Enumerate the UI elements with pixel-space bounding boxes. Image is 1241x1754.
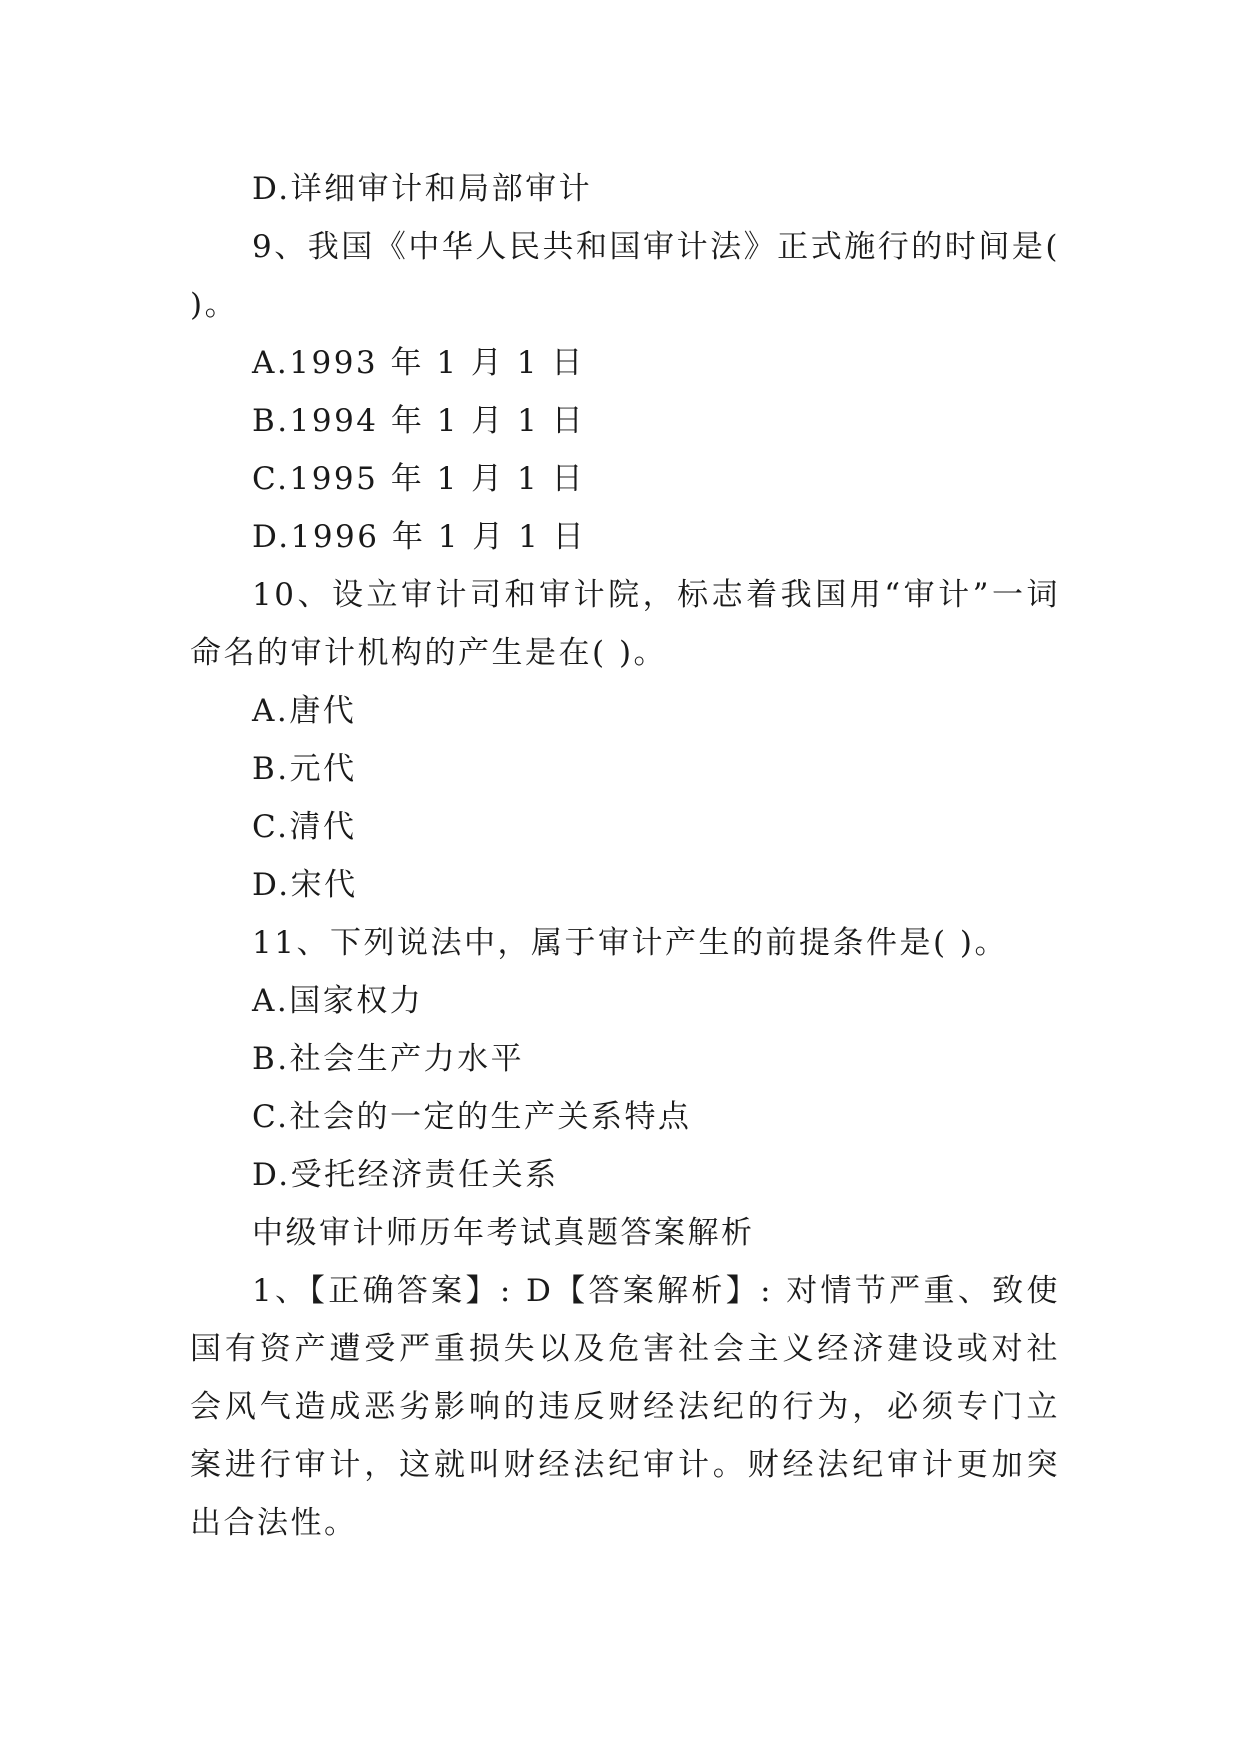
option-d-q9: D.1996 年 1 月 1 日: [252, 519, 587, 555]
document-body: [190, 160, 1073, 1552]
option-d-q8: D.详细审计和局部审计: [252, 171, 593, 207]
option-d-q11: D.受托经济责任关系: [252, 1157, 559, 1193]
option-a-q11: A.国家权力: [252, 983, 424, 1019]
option-d-q10: D.宋代: [252, 867, 358, 903]
question-11: 11、下列说法中，属于审计产生的前提条件是( )。: [252, 925, 1008, 961]
section-heading-answers: 中级审计师历年考试真题答案解析: [252, 1215, 755, 1251]
option-c-q9: C.1995 年 1 月 1 日: [252, 461, 586, 497]
option-c-q11: C.社会的一定的生产关系特点: [252, 1099, 692, 1135]
question-10: 10、设立审计司和审计院，标志着我国用“审计”一词命名的审计机构的产生是在( )。: [190, 577, 1060, 671]
option-b-q10: B.元代: [252, 751, 357, 787]
question-9: 9、我国《中华人民共和国审计法》正式施行的时间是( )。: [190, 229, 1073, 323]
option-a-q9: A.1993 年 1 月 1 日: [252, 345, 585, 381]
answer-1: 1、【正确答案】: D【答案解析】: 对情节严重、致使国有资产遭受严重损失以及危害社会主义经济建设或对社会风气造成恶劣影响的违反财经法纪的行为，必须专门立案进行审计，这就叫财经法纪审计。财经法纪审计更加突出合法性。: [190, 1273, 1060, 1541]
option-c-q10: C.清代: [252, 809, 357, 845]
option-b-q11: B.社会生产力水平: [252, 1041, 525, 1077]
option-a-q10: A.唐代: [252, 693, 357, 729]
option-b-q9: B.1994 年 1 月 1 日: [252, 403, 586, 439]
